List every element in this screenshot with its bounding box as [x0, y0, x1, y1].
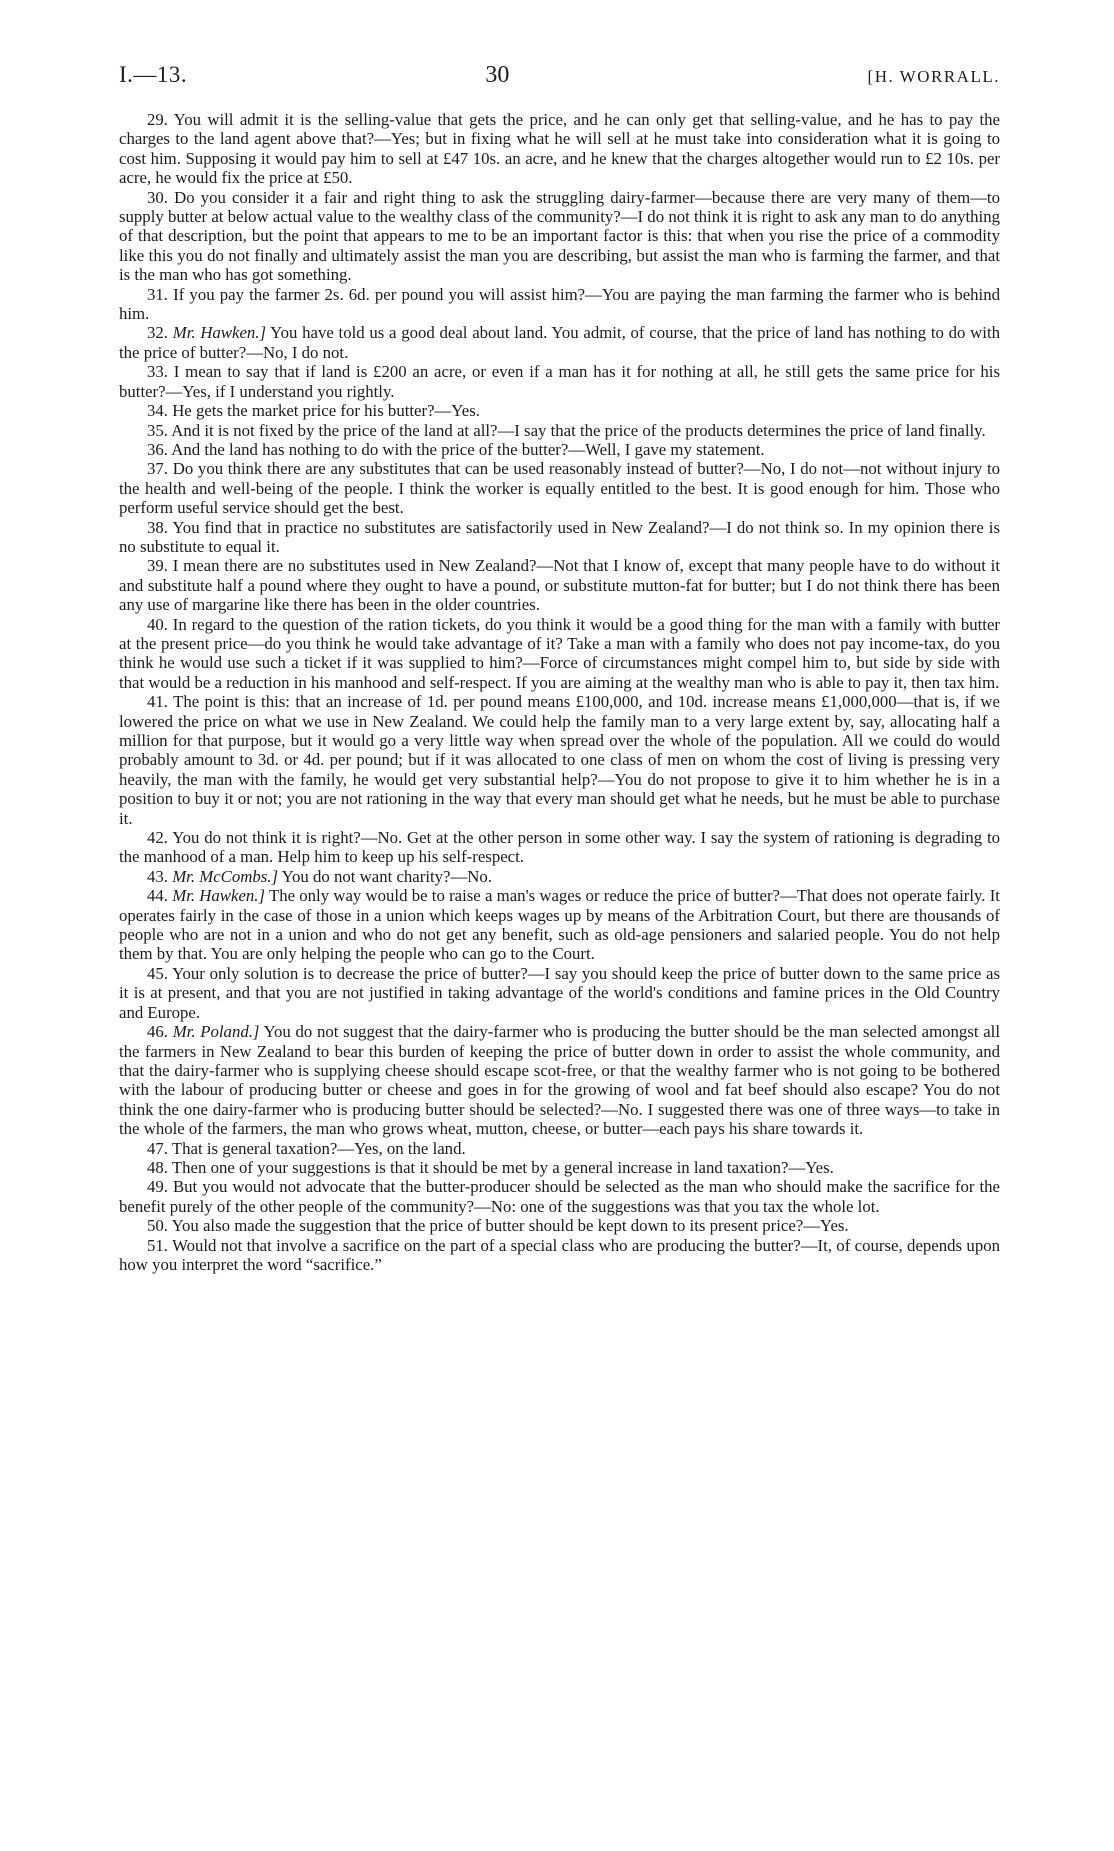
question-answer-text: You do not suggest that the dairy-farmer who is producing the butter should be the man selected amongst all the farmers in New Zealand to bear this burden of keeping the price of butter down in order to assist the whole community, and that the dairy-farmer who is supplying cheese should escape scot-free, or that the wealthy farmer who is not going to be bothered with the labour of producing butter or cheese and goes in for the growing of wool and fat beef should also escape? You do not think the one dairy-farmer who is producing butter should be selected?—No. I suggested there was one of three ways—to take in the whole of the farmers, the man who grows wheat, mutton, cheese, or butter—each pays his share towards it.: [119, 1022, 1001, 1139]
question-answer-text: The point is this: that an increase of 1d. per pound means £100,000, and 10d. increase means £1,000,000—that is, if we lowered the price on what we use in New Zealand. We could help the family man to a very large extent by, say, allocating half a million for that purpose, but it would go a very little way when spread over the whole of the population. All we could do would probably amount to 3d. or 4d. per pound; but if it was allocated to one class of men on whom the cost of living is pressing very heavily, the man with the family, he would get very substantial help?—You do not propose to give it to him whether he is in a position to buy it or not; you are not rationing in the way that every man should get what he needs, but he must be able to purchase it.: [119, 692, 1000, 828]
question-answer-text: Your only solution is to decrease the price of butter?—I say you should keep the price of butter down to the same price as it is at present, and that you are not justified in taking advantage of the world's conditions and famine prices in the Old Country and Europe.: [119, 963, 1001, 1022]
speaker-name: Mr. Hawken.]: [172, 323, 267, 343]
question-number: 45.: [147, 963, 168, 983]
question-number: 30.: [147, 187, 168, 207]
question-answer-text: You have told us a good deal about land. You admit, of course, that the price of land has nothing to do with the price of butter?—No, I do not.: [119, 323, 1000, 362]
question-answer-text: You do not think it is right?—No. Get at the other person in some other way. I say the system of rationing is degrading to the manhood of a man. Help him to keep up his self-respect.: [119, 828, 1000, 867]
testimony-paragraph: [119, 110, 1000, 188]
question-answer-text: Then one of your suggestions is that it should be met by a general increase in land taxation?—Yes.: [171, 1157, 834, 1177]
question-answer-text: You also made the suggestion that the price of butter should be kept down to its present price?—Yes.: [171, 1216, 849, 1236]
question-number: 43.: [147, 866, 168, 886]
question-number: 32.: [147, 323, 168, 343]
question-answer-text: You find that in practice no substitutes are satisfactorily used in New Zealand?—I do not think so. In my opinion there is no substitute to equal it.: [119, 517, 1000, 556]
testimony-paragraph: [119, 1216, 1000, 1235]
question-number: 38.: [147, 517, 168, 537]
testimony-paragraph: [119, 556, 1000, 614]
testimony-paragraph: [119, 459, 1000, 517]
question-number: 49.: [147, 1177, 168, 1197]
question-number: 39.: [147, 556, 168, 576]
question-number: 34.: [147, 401, 168, 421]
testimony-paragraph: [119, 401, 1000, 420]
question-answer-text: Do you think there are any substitutes that can be used reasonably instead of butter?—No, I do not—not without injury to the health and well-being of the people. I think the worker is equally entitled to the best. It is good enough for him. Those who perform useful service should get the best.: [119, 459, 1000, 518]
question-number: 47.: [147, 1138, 168, 1158]
question-number: 46.: [147, 1022, 168, 1042]
testimony-paragraph: [119, 1158, 1000, 1177]
question-answer-text: If you pay the farmer 2s. 6d. per pound you will assist him?—You are paying the man farming the farmer who is behind him.: [119, 284, 1001, 324]
question-number: 42.: [147, 828, 168, 848]
question-number: 41.: [147, 692, 168, 712]
testimony-paragraph: [119, 692, 1000, 828]
question-answer-text: You do not want charity?—No.: [281, 866, 492, 886]
question-answer-text: But you would not advocate that the butter-producer should be selected as the man who should make the sacrifice for the benefit purely of the other people of the community?—No: one of the suggestions was that you tax the whole lot.: [119, 1177, 1000, 1216]
testimony-paragraph: [119, 886, 1000, 964]
question-answer-text: And the land has nothing to do with the price of the butter?—Well, I gave my statement.: [171, 439, 765, 459]
question-number: 51.: [147, 1235, 168, 1255]
witness-name: [H. WORRALL.: [867, 67, 1000, 86]
question-number: 35.: [147, 420, 168, 440]
testimony-paragraph: [119, 421, 1000, 440]
question-answer-text: That is general taxation?—Yes, on the land.: [171, 1138, 466, 1158]
question-number: 31.: [147, 284, 168, 304]
page-header: [119, 62, 1000, 102]
question-number: 37.: [147, 459, 168, 479]
testimony-paragraph: [119, 518, 1000, 557]
testimony-paragraph: [119, 323, 1000, 362]
question-answer-text: I mean there are no substitutes used in New Zealand?—Not that I know of, except that many people have to do without it and substitute half a pound where they ought to have a pound, or substitute mutton-fat for butter; but I do not think there has been any use of margarine like there has been in the older countries.: [119, 556, 1000, 615]
question-number: 33.: [147, 362, 168, 382]
testimony-paragraph: [119, 964, 1000, 1022]
testimony-paragraph: [119, 188, 1000, 285]
question-answer-text: You will admit it is the selling-value that gets the price, and he can only get that selling-value, and he has to pay the charges to the land agent above that?—Yes; but in fixing what he will sell at he must take into consideration what it is going to cost him. Supposing it would pay him to sell at £47 10s. an acre, and he knew that the charges altogether would run to £2 10s. per acre, he would fix the price at £50.: [119, 110, 1001, 188]
paper-reference: I.—13.: [119, 62, 188, 87]
question-answer-text: The only way would be to raise a man's wages or reduce the price of butter?—That does not operate fairly. It operates fairly in the case of those in a union which keeps wages up by means of the Arbitration Court, but there are thousands of people who are not in a union and who do not get any benefit, such as old-age pensioners and salaried people. You do not help them by that. You are only helping the people who can go to the Court.: [119, 886, 1000, 964]
testimony-paragraph: [119, 615, 1000, 693]
question-number: 36.: [147, 439, 168, 459]
question-answer-text: Do you consider it a fair and right thing to ask the struggling dairy-farmer—because there are very many of them—to supply butter at below actual value to the wealthy class of the community?—I do not think it is right to ask any man to do anything of that description, but the point that appears to me to be an important factor is this: that when you rise the price of a commodity like this you do not finally and ultimately assist the man you are describing, but assist the man who is farming the farmer, and that is the man who has got something.: [119, 187, 1000, 285]
testimony-body: [119, 110, 1000, 1274]
question-answer-text: In regard to the question of the ration tickets, do you think it would be a good thing for the man with a family with butter at the present price—do you think he would take advantage of it? Take a man with a family who does not pay income-tax, do you think he would use such a ticket if it was supplied to him?—Force of circumstances might compel him to, but side by side with that would be a reduction in his manhood and self-respect. If you are aiming at the wealthy man who is able to pay it, then tax him.: [119, 614, 1000, 692]
question-answer-text: Would not that involve a sacrifice on the part of a special class who are producing the butter?—It, of course, depends upon how you interpret the word “sacrifice.”: [119, 1235, 1000, 1274]
speaker-name: Mr. Hawken.]: [172, 886, 266, 906]
speaker-name: Mr. Poland.]: [172, 1022, 260, 1042]
testimony-paragraph: [119, 362, 1000, 401]
question-answer-text: I mean to say that if land is £200 an acre, or even if a man has it for nothing at all, he still gets the same price for his butter?—Yes, if I understand you rightly.: [119, 362, 1000, 401]
question-number: 29.: [147, 110, 168, 129]
testimony-paragraph: [119, 1177, 1000, 1216]
testimony-paragraph: [119, 1022, 1000, 1138]
testimony-paragraph: [119, 867, 1000, 886]
testimony-paragraph: [119, 1236, 1000, 1275]
speaker-name: Mr. McCombs.]: [172, 866, 279, 886]
question-answer-text: He gets the market price for his butter?—Yes.: [172, 401, 480, 421]
question-number: 48.: [147, 1157, 168, 1177]
page-number: 30: [485, 62, 510, 88]
testimony-paragraph: [119, 1139, 1000, 1158]
question-number: 40.: [147, 614, 168, 634]
question-number: 50.: [147, 1216, 168, 1236]
testimony-paragraph: [119, 828, 1000, 867]
question-number: 44.: [147, 886, 168, 906]
testimony-paragraph: [119, 440, 1000, 459]
testimony-paragraph: [119, 285, 1000, 324]
question-answer-text: And it is not fixed by the price of the land at all?—I say that the price of the products determines the price of land finally.: [171, 420, 986, 440]
